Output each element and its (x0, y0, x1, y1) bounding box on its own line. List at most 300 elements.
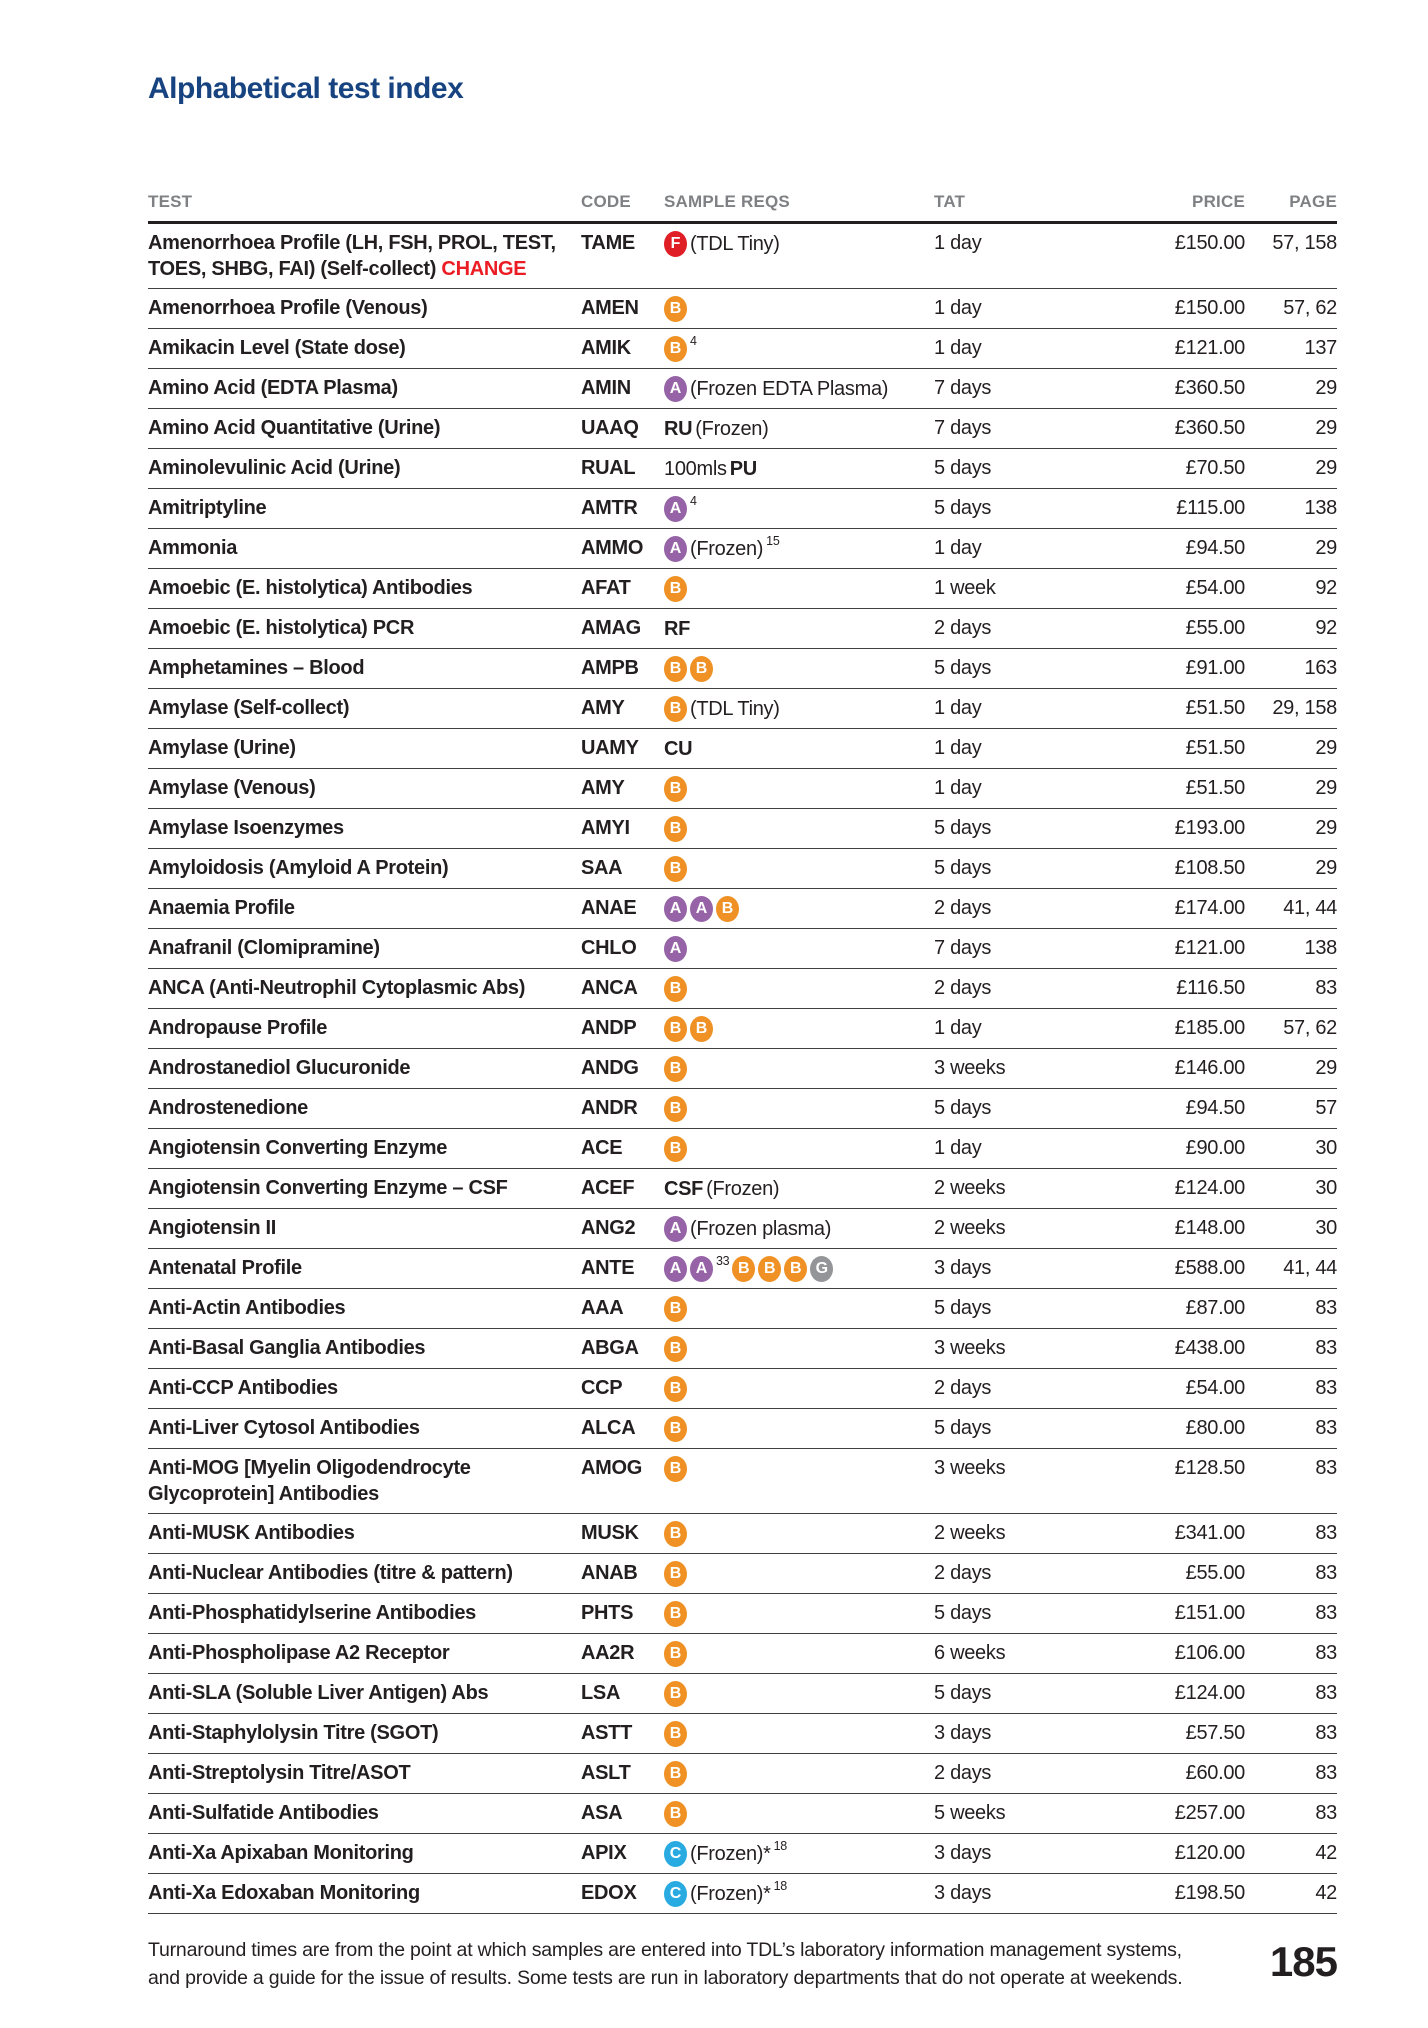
page-ref: 29 (1315, 817, 1337, 839)
tat-value: 2 weeks (934, 1217, 1006, 1239)
sample-text: (Frozen) (706, 1177, 780, 1200)
test-name: Anti-Streptolysin Titre/ASOT (148, 1762, 411, 1784)
test-code: AMY (581, 697, 625, 719)
table-row (148, 729, 1337, 769)
footer-note-line1: Turnaround times are from the point at which samples are entered into TDL’s laboratory information management systems, (148, 1939, 1182, 1961)
tat-value: 5 days (934, 497, 992, 519)
test-name: Anaemia Profile (148, 897, 295, 919)
test-name-cell (148, 1840, 581, 1866)
price-value: £80.00 (1185, 1417, 1245, 1439)
sample-tube-icon-c: C (664, 1881, 687, 1907)
table-row (148, 1329, 1337, 1369)
sample-reqs (664, 1840, 934, 1867)
price-value: £151.00 (1174, 1602, 1245, 1624)
table-row (148, 1289, 1337, 1329)
sample-code-text: PU (729, 457, 757, 480)
table-row (148, 369, 1337, 409)
test-name-cell (148, 1375, 581, 1401)
test-name: ANCA (Anti-Neutrophil Cytoplasmic Abs) (148, 977, 526, 999)
sample-reqs (664, 1760, 934, 1787)
sample-tube-icon-b: B (732, 1256, 755, 1282)
sample-tube-icon-b: B (664, 1136, 687, 1162)
price-value: £54.00 (1185, 577, 1245, 599)
tat-value: 1 day (934, 337, 982, 359)
tat-value: 1 day (934, 537, 982, 559)
page-ref: 30 (1315, 1217, 1337, 1239)
test-name: Anti-Xa Apixaban Monitoring (148, 1842, 414, 1864)
test-name: Angiotensin Converting Enzyme – CSF (148, 1177, 508, 1199)
test-name-cell (148, 1215, 581, 1241)
tat-value: 3 days (934, 1722, 992, 1744)
sample-reqs (664, 455, 934, 482)
tat-value: 5 days (934, 1682, 992, 1704)
test-code: ANDP (581, 1017, 637, 1039)
sample-reqs (664, 1295, 934, 1322)
sample-reqs (664, 415, 934, 442)
page-ref: 92 (1315, 577, 1337, 599)
test-name: Androstanediol Glucuronide (148, 1057, 411, 1079)
page-ref: 57, 62 (1283, 297, 1337, 319)
price-value: £106.00 (1174, 1642, 1245, 1664)
test-name-cell (148, 495, 581, 521)
price-value: £91.00 (1185, 657, 1245, 679)
sample-tube-icon-b: B (784, 1256, 807, 1282)
sample-reqs (664, 1095, 934, 1122)
test-name-cell (148, 1255, 581, 1281)
table-row (148, 289, 1337, 329)
page-ref: 29 (1315, 377, 1337, 399)
tat-value: 5 days (934, 1417, 992, 1439)
test-name: Aminolevulinic Acid (Urine) (148, 457, 401, 479)
sample-reqs (664, 1800, 934, 1827)
table-row (148, 1249, 1337, 1289)
test-code: ANG2 (581, 1217, 636, 1239)
sample-footnote-number: 4 (690, 334, 697, 348)
table-row (148, 1369, 1337, 1409)
tat-value: 1 day (934, 1137, 982, 1159)
test-name-cell (148, 1095, 581, 1121)
test-code: AMY (581, 777, 625, 799)
tat-value: 1 day (934, 697, 982, 719)
table-row (148, 409, 1337, 449)
test-code: TAME (581, 232, 635, 254)
sample-tube-icon-b: B (664, 1721, 687, 1747)
page-ref: 42 (1315, 1882, 1337, 1904)
test-name-cell (148, 895, 581, 921)
price-value: £150.00 (1174, 232, 1245, 254)
test-name-cell (148, 295, 581, 321)
price-value: £148.00 (1174, 1217, 1245, 1239)
tat-value: 2 days (934, 617, 992, 639)
sample-tube-icon-b: B (664, 1561, 687, 1587)
sample-tube-icon-b: B (664, 776, 687, 802)
sample-tube-icon-b: B (664, 1521, 687, 1547)
test-code: AFAT (581, 577, 631, 599)
test-table-body (148, 224, 1337, 1914)
price-value: £341.00 (1174, 1522, 1245, 1544)
page-ref: 138 (1304, 937, 1337, 959)
table-row (148, 1049, 1337, 1089)
test-name-cell (148, 415, 581, 441)
price-value: £588.00 (1174, 1257, 1245, 1279)
price-value: £185.00 (1174, 1017, 1245, 1039)
test-code: CHLO (581, 937, 637, 959)
test-name-cell (148, 1135, 581, 1161)
test-name: Androstenedione (148, 1097, 308, 1119)
test-code: AMIK (581, 337, 631, 359)
table-row (148, 1714, 1337, 1754)
tat-value: 3 days (934, 1882, 992, 1904)
test-name: Anti-MUSK Antibodies (148, 1522, 355, 1544)
sample-tube-icon-a: A (664, 496, 687, 522)
sample-reqs (664, 935, 934, 962)
sample-tube-icon-b: B (664, 1416, 687, 1442)
table-row (148, 1874, 1337, 1914)
test-code: ANDR (581, 1097, 638, 1119)
page-ref: 83 (1315, 1602, 1337, 1624)
test-name-cell (148, 230, 581, 282)
test-name-cell (148, 535, 581, 561)
page-ref: 30 (1315, 1177, 1337, 1199)
sample-tube-icon-b: B (664, 1801, 687, 1827)
sample-reqs (664, 895, 934, 922)
tat-value: 3 days (934, 1257, 992, 1279)
page-ref: 83 (1315, 1682, 1337, 1704)
sample-reqs (664, 1255, 934, 1282)
sample-tube-icon-f: F (664, 231, 687, 257)
tat-value: 7 days (934, 937, 992, 959)
sample-reqs (664, 295, 934, 322)
test-name-cell (148, 855, 581, 881)
price-value: £116.50 (1176, 977, 1245, 999)
table-row (148, 489, 1337, 529)
table-row (148, 1089, 1337, 1129)
price-value: £193.00 (1174, 817, 1245, 839)
price-value: £257.00 (1174, 1802, 1245, 1824)
test-name: Anti-Liver Cytosol Antibodies (148, 1417, 420, 1439)
tat-value: 1 day (934, 777, 982, 799)
sample-tube-icon-b: B (664, 1681, 687, 1707)
test-name: Amitriptyline (148, 497, 267, 519)
test-name: Amenorrhoea Profile (LH, FSH, PROL, TEST, TOES, SHBG, FAI) (Self-collect) (148, 232, 556, 280)
test-code: PHTS (581, 1602, 634, 1624)
price-value: £121.00 (1174, 337, 1245, 359)
table-row (148, 809, 1337, 849)
tat-value: 2 days (934, 1377, 992, 1399)
sample-reqs (664, 1720, 934, 1747)
tat-value: 5 days (934, 1097, 992, 1119)
sample-tube-icon-b: B (664, 1056, 687, 1082)
test-name-cell (148, 735, 581, 761)
test-name-cell (148, 1055, 581, 1081)
sample-reqs (664, 1455, 934, 1482)
change-flag: CHANGE (441, 258, 527, 280)
price-value: £51.50 (1185, 777, 1245, 799)
tat-value: 5 days (934, 817, 992, 839)
table-row (148, 1514, 1337, 1554)
test-code: SAA (581, 857, 623, 879)
sample-reqs (664, 1560, 934, 1587)
sample-text: (TDL Tiny) (690, 697, 780, 720)
sample-reqs (664, 1640, 934, 1667)
sample-tube-icon-a: A (664, 1216, 687, 1242)
sample-tube-icon-b: B (664, 976, 687, 1002)
sample-reqs (664, 230, 934, 257)
sample-reqs (664, 495, 934, 522)
test-name-cell (148, 935, 581, 961)
page-ref: 83 (1315, 1722, 1337, 1744)
sample-reqs (664, 1215, 934, 1242)
test-name: Amenorrhoea Profile (Venous) (148, 297, 428, 319)
test-code: EDOX (581, 1882, 637, 1904)
test-name-cell (148, 375, 581, 401)
table-row (148, 929, 1337, 969)
tat-value: 3 weeks (934, 1057, 1006, 1079)
table-row (148, 1209, 1337, 1249)
sample-footnote-number: 15 (766, 534, 780, 548)
sample-reqs (664, 775, 934, 802)
page-ref: 83 (1315, 1642, 1337, 1664)
sample-tube-icon-b: B (664, 1456, 687, 1482)
page-ref: 92 (1315, 617, 1337, 639)
test-code: ASA (581, 1802, 623, 1824)
page-ref: 83 (1315, 1337, 1337, 1359)
test-name: Anti-Staphylolysin Titre (SGOT) (148, 1722, 439, 1744)
test-code: AMPB (581, 657, 639, 679)
sample-reqs (664, 855, 934, 882)
sample-tube-icon-b: B (664, 1641, 687, 1667)
sample-tube-icon-b: B (664, 1336, 687, 1362)
price-value: £87.00 (1185, 1297, 1245, 1319)
sample-tube-icon-a: A (690, 896, 713, 922)
sample-reqs (664, 1135, 934, 1162)
sample-tube-icon-b: B (690, 1016, 713, 1042)
test-name: Ammonia (148, 537, 238, 559)
page-ref: 29 (1315, 417, 1337, 439)
test-name-cell (148, 1560, 581, 1586)
sample-tube-icon-b: B (664, 856, 687, 882)
sample-text: (TDL Tiny) (690, 232, 780, 255)
sample-tube-icon-g: G (810, 1256, 833, 1282)
test-name: Anti-Phospholipase A2 Receptor (148, 1642, 450, 1664)
test-name: Amikacin Level (State dose) (148, 337, 406, 359)
footer-note (148, 1936, 1208, 1992)
tat-value: 7 days (934, 417, 992, 439)
price-value: £70.50 (1185, 457, 1245, 479)
page-title: Alphabetical test index (148, 72, 464, 105)
table-header-row (148, 192, 1337, 224)
sample-footnote-number: 4 (690, 494, 697, 508)
test-code: AA2R (581, 1642, 635, 1664)
sample-reqs (664, 695, 934, 722)
sample-code-text: RF (664, 617, 691, 640)
sample-reqs (664, 735, 934, 762)
price-value: £51.50 (1185, 697, 1245, 719)
test-name: Amylase Isoenzymes (148, 817, 344, 839)
test-name-cell (148, 1680, 581, 1706)
test-code: AMTR (581, 497, 638, 519)
page-ref: 29 (1315, 737, 1337, 759)
page-ref: 29 (1315, 537, 1337, 559)
test-code: ALCA (581, 1417, 636, 1439)
sample-reqs (664, 575, 934, 602)
test-code: ASLT (581, 1762, 631, 1784)
sample-tube-icon-b: B (664, 576, 687, 602)
test-name: Amoebic (E. histolytica) PCR (148, 617, 415, 639)
sample-reqs (664, 1680, 934, 1707)
sample-text: (Frozen) (695, 417, 769, 440)
test-name: Anti-MOG [Myelin Oligodendrocyte Glycoprotein] Antibodies (148, 1457, 471, 1505)
sample-tube-icon-b: B (690, 656, 713, 682)
table-row (148, 689, 1337, 729)
test-code: ACEF (581, 1177, 635, 1199)
table-row (148, 1674, 1337, 1714)
sample-reqs (664, 655, 934, 682)
test-code: UAAQ (581, 417, 639, 439)
test-name: Anti-Basal Ganglia Antibodies (148, 1337, 426, 1359)
page-number: 185 (1269, 1938, 1337, 1985)
test-code: ANAB (581, 1562, 638, 1584)
test-name-cell (148, 335, 581, 361)
table-row (148, 769, 1337, 809)
sample-code-text: RU (664, 417, 693, 440)
footer-note-line2: and provide a guide for the issue of results. Some tests are run in laboratory departments that do not operate at weekends. (148, 1967, 1183, 1989)
table-row (148, 1554, 1337, 1594)
table-row (148, 569, 1337, 609)
table-row (148, 1834, 1337, 1874)
sample-reqs (664, 1600, 934, 1627)
price-value: £121.00 (1174, 937, 1245, 959)
page-ref: 83 (1315, 1297, 1337, 1319)
column-header-page: PAGE (1289, 192, 1337, 211)
price-value: £124.00 (1174, 1177, 1245, 1199)
test-name: Andropause Profile (148, 1017, 328, 1039)
test-name: Anti-SLA (Soluble Liver Antigen) Abs (148, 1682, 489, 1704)
price-value: £146.00 (1174, 1057, 1245, 1079)
sample-tube-icon-b: B (664, 1601, 687, 1627)
page-ref: 83 (1315, 1522, 1337, 1544)
sample-tube-icon-b: B (664, 816, 687, 842)
sample-footnote-number: 18 (773, 1879, 787, 1893)
page-ref: 29 (1315, 457, 1337, 479)
sample-footnote-number: 18 (773, 1839, 787, 1853)
test-name-cell (148, 1600, 581, 1626)
price-value: £360.50 (1174, 417, 1245, 439)
sample-text: (Frozen EDTA Plasma) (690, 377, 889, 400)
column-header-test: TEST (148, 192, 193, 211)
price-value: £120.00 (1174, 1842, 1245, 1864)
price-value: £198.50 (1174, 1882, 1245, 1904)
tat-value: 1 day (934, 737, 982, 759)
test-code: RUAL (581, 457, 636, 479)
test-name: Anti-Xa Edoxaban Monitoring (148, 1882, 420, 1904)
test-code: UAMY (581, 737, 639, 759)
test-name-cell (148, 1175, 581, 1201)
test-name: Amylase (Venous) (148, 777, 316, 799)
sample-code-text: CSF (664, 1177, 704, 1200)
sample-reqs (664, 1415, 934, 1442)
price-value: £174.00 (1174, 897, 1245, 919)
page-ref: 41, 44 (1283, 897, 1337, 919)
price-value: £54.00 (1185, 1377, 1245, 1399)
sample-code-text: CU (664, 737, 693, 760)
page-ref: 57, 62 (1283, 1017, 1337, 1039)
sample-text: (Frozen plasma) (690, 1217, 832, 1240)
test-name-cell (148, 1880, 581, 1906)
sample-tube-icon-a: A (664, 896, 687, 922)
sample-reqs (664, 335, 934, 362)
page-ref: 83 (1315, 1562, 1337, 1584)
test-name: Anti-Sulfatide Antibodies (148, 1802, 379, 1824)
sample-footnote-number: 33 (716, 1254, 730, 1268)
test-name-cell (148, 575, 581, 601)
tat-value: 1 day (934, 297, 982, 319)
sample-reqs (664, 375, 934, 402)
test-code: LSA (581, 1682, 621, 1704)
test-name-cell (148, 1720, 581, 1746)
sample-tube-icon-b: B (664, 1376, 687, 1402)
test-name: Amino Acid Quantitative (Urine) (148, 417, 441, 439)
tat-value: 2 weeks (934, 1177, 1006, 1199)
table-row (148, 1754, 1337, 1794)
price-value: £90.00 (1185, 1137, 1245, 1159)
tat-value: 2 weeks (934, 1522, 1006, 1544)
tat-value: 5 days (934, 457, 992, 479)
price-value: £360.50 (1174, 377, 1245, 399)
test-name-cell (148, 1760, 581, 1786)
test-name-cell (148, 1335, 581, 1361)
table-row (148, 1169, 1337, 1209)
table-row (148, 329, 1337, 369)
tat-value: 5 days (934, 857, 992, 879)
tat-value: 2 days (934, 1562, 992, 1584)
sample-reqs (664, 1375, 934, 1402)
tat-value: 6 weeks (934, 1642, 1006, 1664)
table-row (148, 649, 1337, 689)
test-name-cell (148, 1415, 581, 1441)
test-name: Anti-Actin Antibodies (148, 1297, 346, 1319)
tat-value: 1 week (934, 577, 996, 599)
test-code: AMIN (581, 377, 631, 399)
test-name-cell (148, 455, 581, 481)
page-ref: 29 (1315, 1057, 1337, 1079)
test-code: ANDG (581, 1057, 639, 1079)
table-row (148, 1594, 1337, 1634)
sample-reqs (664, 815, 934, 842)
page-ref: 83 (1315, 1417, 1337, 1439)
page-ref: 41, 44 (1283, 1257, 1337, 1279)
sample-reqs (664, 1175, 934, 1202)
sample-tube-icon-b: B (664, 1016, 687, 1042)
column-header-price: PRICE (1192, 192, 1245, 211)
sample-tube-icon-a: A (664, 536, 687, 562)
test-name: Anafranil (Clomipramine) (148, 937, 380, 959)
sample-reqs (664, 1055, 934, 1082)
sample-tube-icon-b: B (664, 296, 687, 322)
sample-reqs (664, 1880, 934, 1907)
sample-tube-icon-b: B (716, 896, 739, 922)
page-ref: 138 (1304, 497, 1337, 519)
test-name-cell (148, 615, 581, 641)
test-code: AMOG (581, 1457, 643, 1479)
test-name-cell (148, 775, 581, 801)
sample-text: (Frozen)* (690, 1842, 771, 1865)
test-name: Amoebic (E. histolytica) Antibodies (148, 577, 473, 599)
test-code: AMEN (581, 297, 639, 319)
sample-reqs (664, 975, 934, 1002)
test-name-cell (148, 1800, 581, 1826)
tat-value: 2 days (934, 977, 992, 999)
